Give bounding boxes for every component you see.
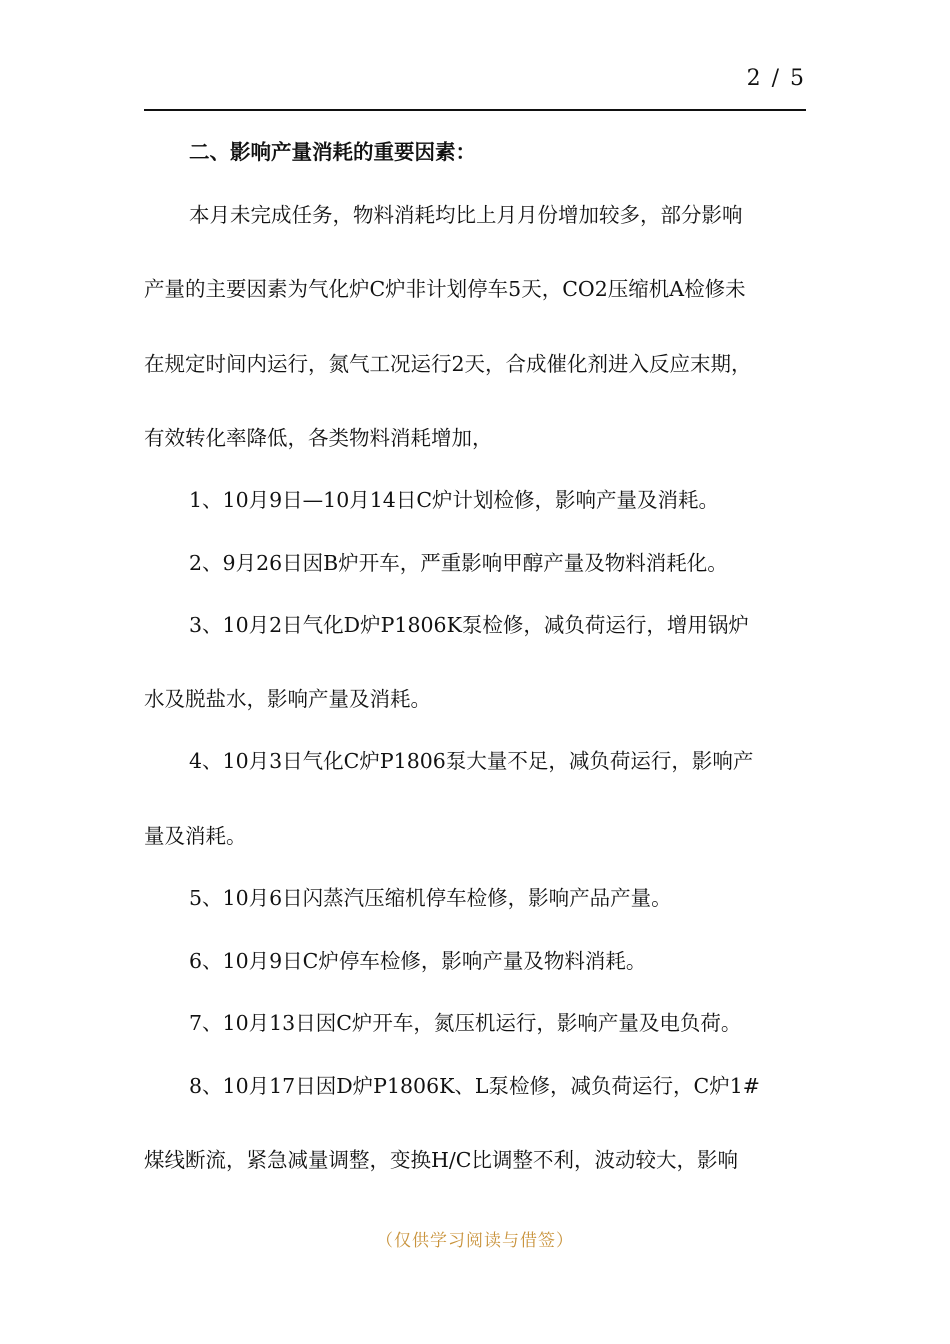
paragraph-line: 量及消耗。	[144, 824, 247, 848]
footer-note: （仅供学习阅读与借签）	[376, 1231, 574, 1251]
paragraph-line: 本月未完成任务，物料消耗均比上月月份增加较多，部分影响	[189, 203, 743, 227]
page-number: 2 / 5	[746, 66, 806, 91]
paragraph-line: 有效转化率降低，各类物料消耗增加，	[144, 426, 493, 450]
header-rule	[144, 109, 806, 111]
paragraph-line: 4、10月3日气化C炉P1806泵大量不足，减负荷运行，影响产	[189, 749, 754, 773]
paragraph-line: 煤线断流，紧急减量调整，变换H/C比调整不利，波动较大，影响	[144, 1148, 738, 1172]
paragraph-line: 8、10月17日因D炉P1806K、L泵检修，减负荷运行，C炉1#	[189, 1074, 760, 1098]
paragraph-line: 3、10月2日气化D炉P1806K泵检修，减负荷运行，增用锅炉	[189, 613, 749, 637]
paragraph-line: 在规定时间内运行，氮气工况运行2天，合成催化剂进入反应末期，	[144, 352, 752, 376]
list-item: 5、10月6日闪蒸汽压缩机停车检修，影响产品产量。	[189, 886, 672, 910]
list-item: 1、10月9日—10月14日C炉计划检修，影响产量及消耗。	[189, 488, 720, 512]
list-item: 6、10月9日C炉停车检修，影响产量及物料消耗。	[189, 949, 647, 973]
paragraph-line: 产量的主要因素为气化炉C炉非计划停车5天，CO2压缩机A检修未	[144, 277, 746, 301]
list-item: 7、10月13日因C炉开车，氮压机运行，影响产量及电负荷。	[189, 1011, 742, 1035]
section-heading: 二、影响产量消耗的重要因素：	[189, 140, 476, 164]
list-item: 2、9月26日因B炉开车，严重影响甲醇产量及物料消耗化。	[189, 551, 728, 575]
paragraph-line: 水及脱盐水，影响产量及消耗。	[144, 687, 431, 711]
